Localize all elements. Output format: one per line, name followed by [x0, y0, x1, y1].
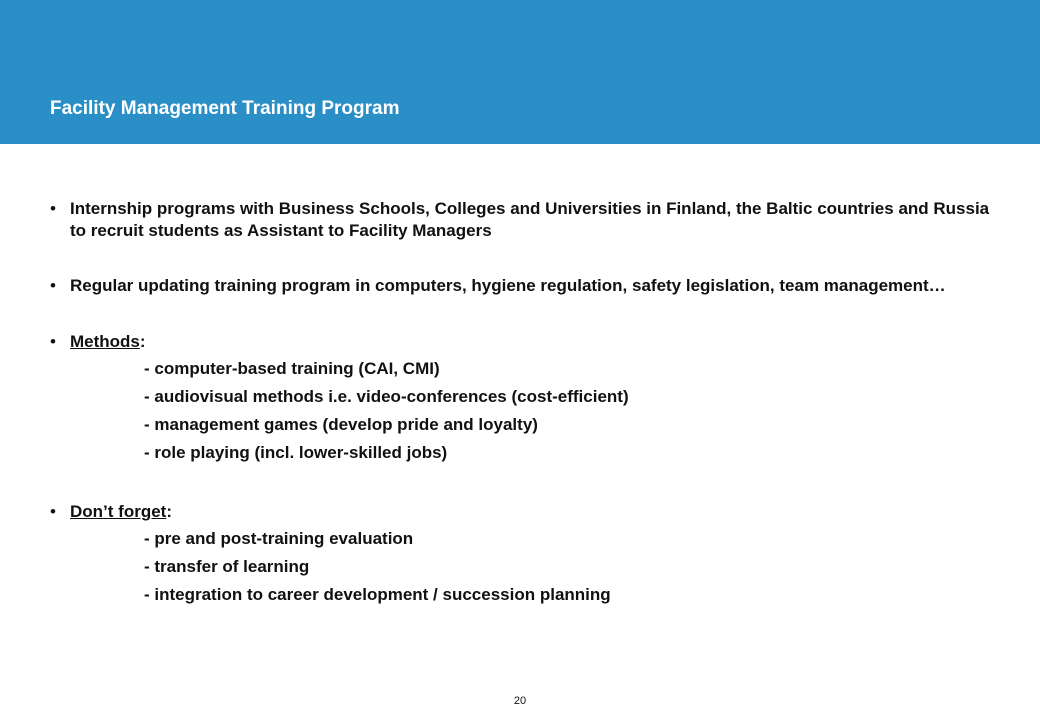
dont-forget-list [50, 525, 990, 609]
methods-item: - management games (develop pride and loyalty) [144, 415, 538, 434]
bullet-internship [50, 198, 990, 242]
slide-content [50, 198, 990, 609]
methods-item: - audiovisual methods i.e. video-conferences (cost-efficient) [144, 387, 629, 406]
methods-item: - computer-based training (CAI, CMI) [144, 359, 440, 378]
bullet-dot: • [50, 276, 56, 295]
bullet-dot: • [50, 502, 56, 521]
methods-list [50, 355, 990, 467]
bullet-text: Internship programs with Business Schools, Colleges and Universities in Finland, the Baltic countries and Russia to recruit students as Assistant to Facility Managers [70, 199, 990, 240]
bullet-dont-forget [50, 501, 990, 523]
methods-item: - role playing (incl. lower-skilled jobs) [144, 443, 448, 462]
methods-colon: : [139, 332, 146, 351]
dont-forget-item: - transfer of learning [144, 557, 310, 576]
bullet-dot: • [50, 199, 56, 218]
slide-title: Facility Management Training Program [50, 98, 400, 119]
bullet-dot: • [50, 332, 56, 351]
bullet-methods [50, 331, 990, 353]
dont-forget-colon: : [166, 502, 172, 521]
dont-forget-item: - integration to career development / succession planning [144, 585, 611, 604]
methods-heading: Methods [70, 332, 140, 351]
header-band [0, 0, 1040, 144]
bullet-regular-training [50, 275, 990, 297]
dont-forget-heading: Don’t forget [70, 502, 167, 521]
dont-forget-item: - pre and post-training evaluation [144, 529, 414, 548]
bullet-text: Regular updating training program in computers, hygiene regulation, safety legislation, team management… [70, 276, 946, 295]
page-number: 20 [513, 695, 527, 707]
